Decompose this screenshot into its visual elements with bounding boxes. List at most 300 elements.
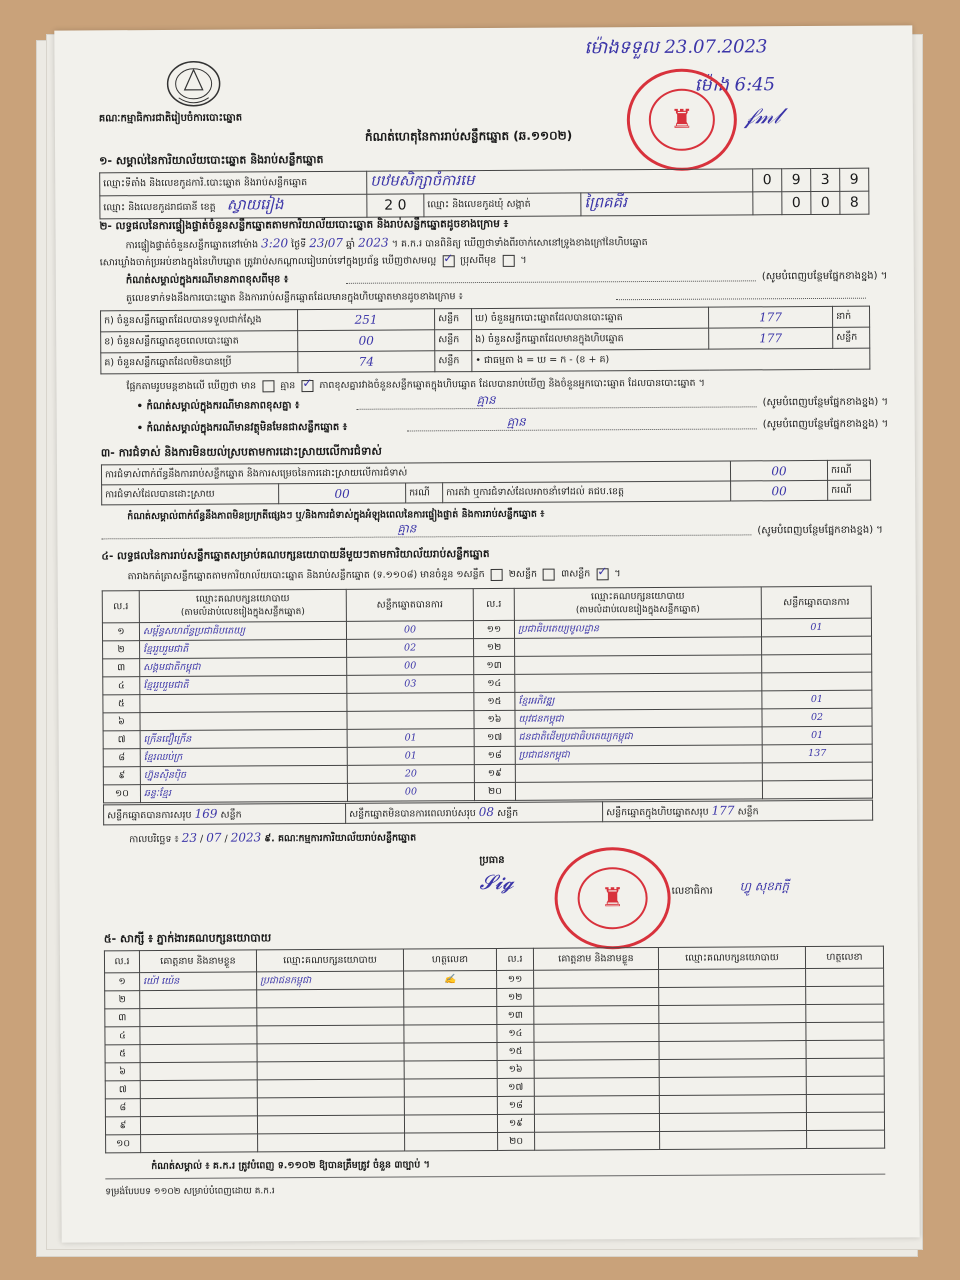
s4-date-line: កាលបរិច្ឆេទ ៖ 23 / 07 / 2023 ៩. គណៈកម្មការការិយាល័យរាប់សន្លឹកឆ្នោត	[129, 830, 417, 846]
secretary-label: លេខាធិការ	[671, 885, 713, 897]
document-page	[54, 25, 919, 1242]
s5-left-sign: ✍	[404, 970, 497, 989]
s4-right-party	[515, 763, 762, 783]
s5-right-no: ១៤	[497, 1024, 534, 1042]
s2-note-b2-line	[407, 428, 757, 431]
s2-row-a-runit: នាក់	[833, 306, 870, 327]
s4-h-no-left: ល.រ	[102, 591, 139, 623]
s4-left-party: សម្ព័ន្ធសហព័ន្ធប្រជាធិបតេយ្យ	[139, 621, 346, 640]
s2-intro: តួលេខទាក់ទងនឹងការបោះឆ្នោត និងការរាប់សន្លឹកឆ្នោតដែលមានក្នុងហិបឆ្នោតមានដូចខាងក្រោម ៖	[125, 291, 463, 305]
s4-left-party: ក្រើនជឿក្រើន	[140, 729, 347, 748]
s5-right-party	[659, 1059, 806, 1078]
s2-note-b1-suffix: (សូមបំពេញបន្ថែមផ្នែកខាងខ្នង) ។	[762, 396, 889, 409]
committee-label: ៩. គណៈកម្មការការិយាល័យរាប់សន្លឹកឆ្នោត	[264, 832, 417, 845]
s2-check-opt1: គ្មាន	[280, 380, 296, 392]
s4-opt3: ៣សន្លឹក	[561, 568, 591, 580]
s5-left-no: ៨	[105, 1099, 140, 1117]
s5-left-name	[140, 1116, 257, 1135]
s4-left-no: ៩	[103, 767, 140, 785]
s3-row2-value2	[731, 480, 828, 501]
s2-row-c-label: គ) ចំនួនសន្លឹកឆ្នោតដែលមិនបានប្រើ	[101, 352, 298, 374]
s2-row-a-label: ក) ចំនួនសន្លឹកឆ្នោតដែលបានទទួលជាក់ស្ដែង	[101, 310, 298, 332]
s4-right-votes: 01	[762, 690, 872, 709]
s4-right-party	[515, 637, 762, 657]
s5-right-party	[659, 1023, 806, 1042]
s5-left-name	[140, 1062, 257, 1081]
s5-h-sign-right: ហត្ថលេខា	[805, 946, 883, 968]
s4-h-party-left	[139, 589, 346, 622]
footer-note: កំណត់សម្គាល់ ៖ គ.ក.រ ត្រូវបំពេញ ទ.១១០២ ឱ្យបានត្រឹមត្រូវ ចំនួន ៣ច្បាប់ ។	[151, 1159, 430, 1173]
s5-left-no: ៣	[105, 1009, 140, 1027]
prov-code-2: 0	[397, 197, 407, 214]
s1-code-3: 3	[811, 168, 840, 191]
s4-left-votes: 01	[347, 729, 474, 748]
s2-line2: សោរឃ្លាំងចាក់ប្រអប់ខាងក្នុងនៃហិបឆ្នោត ត្រូវរាប់សកណ្ដាលរៀបរាប់ទៅក្នុងប្រព័ន្ធ ឃើញថាសមល្អ ✓ ប្រុសពីមុខ ។	[100, 254, 527, 270]
s5-left-no: ១០	[106, 1135, 141, 1153]
top-signature: 𝒻𝓂𝓁	[744, 104, 781, 130]
s4-right-no: ១២	[474, 638, 515, 656]
s2-row-a-unit: សន្លឹក	[435, 309, 472, 330]
s4-left-no: ៤	[103, 677, 140, 695]
s5-witness-row	[106, 1130, 885, 1153]
s5-right-no: ១៥	[497, 1042, 534, 1060]
s2-row-c-unit: សន្លឹក	[435, 351, 472, 372]
s4-h-votes-right: សន្លឹកឆ្នោតបានការ	[761, 586, 871, 619]
s5-h-sign-left: ហត្ថលេខា	[403, 948, 496, 971]
s5-right-name	[534, 1059, 659, 1078]
s1-commune-label: ឈ្មោះ និងលេខកូដឃុំ សង្កាត់	[424, 193, 581, 217]
s5-left-name	[140, 1098, 257, 1117]
s2-note-line	[346, 280, 756, 284]
s4-h-party-right-label: ឈ្មោះគណបក្សនយោបាយ	[590, 590, 685, 603]
s5-right-name	[534, 1077, 659, 1096]
secretary-name: ហ្វូ សុខភក្ដី	[739, 879, 790, 894]
s4-right-party: ខ្មែរអភិវឌ្ឍ	[515, 691, 762, 711]
s4-left-votes: 20	[347, 765, 474, 784]
s4-h-party-left-label: ឈ្មោះគណបក្សនយោបាយ	[195, 593, 290, 605]
total-invalid-value: 08	[478, 804, 495, 819]
total-valid-unit: សន្លឹក	[220, 809, 242, 821]
s3-row2-value	[279, 483, 406, 504]
s5-right-sign	[806, 1094, 884, 1112]
org-name: គណៈកម្មាធិការជាតិរៀបចំការបោះឆ្នោត	[98, 112, 243, 125]
s3-row1-label: ការជំទាស់ពាក់ព័ន្ធនឹងការរាប់សន្លឹកឆ្នោត និងការសម្រេចនៃការដោះស្រាយលើការជំទាស់	[101, 461, 730, 485]
s2-row-a-value	[298, 309, 435, 331]
s4-right-votes	[762, 672, 872, 691]
s5-left-party	[257, 1097, 404, 1116]
s2-line1-b: ថ្ងៃទី	[291, 239, 307, 251]
s1-code-4: 9	[840, 168, 869, 191]
official-stamp-bottom: ♜	[554, 847, 671, 950]
s4-left-no: ៣	[103, 659, 140, 677]
s4-left-party: សង្គមជាតិកម្ពុជា	[140, 657, 347, 676]
s4-right-no: ១៨	[474, 746, 515, 764]
s5-left-sign	[404, 1114, 497, 1133]
total-box-value: 177	[711, 802, 735, 818]
s5-right-no: ១២	[497, 988, 534, 1006]
s5-right-sign	[806, 986, 884, 1004]
s3-note: កំណត់សម្គាល់ពាក់ព័ន្ធនឹងភាពមិនប្រក្រតីផ្សេងៗ ឬ/និងការជំទាស់ក្នុងអំឡុងពេលនៃការផ្ទៀងផ្ទាត់ និងការរាប់សន្លឹកឆ្នោត ៖	[127, 508, 545, 523]
s1-code-1: 0	[753, 169, 782, 192]
s5-left-name	[140, 1080, 257, 1099]
s4-left-party: ខ្មែររួបរួមជាតិ	[140, 639, 347, 658]
s4-left-votes: 00	[347, 783, 474, 802]
s4-left-votes: 02	[347, 639, 474, 658]
form-id: ទម្រង់បែបបទ ១១០២ សម្រាប់បំពេញដោយ គ.ក.រ	[105, 1186, 275, 1198]
s5-right-name	[534, 1113, 659, 1132]
s5-left-sign	[404, 1078, 497, 1097]
s2-row-b-value	[298, 330, 435, 352]
verify-time: 3:20	[261, 236, 289, 251]
s5-left-name	[140, 1026, 257, 1045]
s5-left-name	[140, 990, 257, 1009]
s4-right-votes	[762, 654, 872, 673]
s5-right-no: ១៨	[497, 1096, 534, 1114]
s5-h-name-left: គោត្តនាម និងនាមខ្លួន	[139, 950, 256, 973]
s5-left-no: ៩	[105, 1117, 140, 1135]
emblem-logo	[164, 54, 222, 110]
s4-right-no: ១៧	[474, 728, 515, 746]
received-note-date: ម៉ោងទទួល 23.07.2023	[584, 36, 768, 59]
s5-left-party	[257, 1061, 404, 1080]
s5-left-name: យ៉ៅ យ៉េន	[140, 972, 257, 991]
s4-h-party-left-sub: (តាមលំដាប់លេខរៀងក្នុងសន្លឹកឆ្នោត)	[180, 607, 305, 618]
s4-left-party: ហ្វ៊ុនស៊ិនប៉ិច	[140, 765, 347, 784]
s1-row1-label: ឈ្មោះទីតាំង និងលេខកូដការិ.បោះឆ្នោត និងរាប់សន្លឹកឆ្នោត	[100, 171, 367, 196]
total-valid	[104, 803, 346, 824]
s5-witness-table	[104, 946, 885, 1154]
s4-opt2: ២សន្លឹក	[508, 568, 538, 580]
section4-heading: ៤- លទ្ធផលនៃការរាប់សន្លឹកឆ្នោតសម្រាប់គណបក្សនយោបាយនីមួយៗតាមការិយាល័យរាប់សន្លឹកឆ្នោត	[101, 547, 490, 563]
resolved-count: 00	[334, 486, 350, 501]
s5-right-party	[659, 1041, 806, 1060]
s5-left-party	[257, 1025, 404, 1044]
s4-left-party: ខ្មែររួបរួមជាតិ	[140, 675, 347, 694]
s4-right-no: ១៦	[474, 710, 515, 728]
s3-row1-value	[730, 460, 827, 481]
s5-left-no: ២	[105, 991, 140, 1009]
s3-note-line	[101, 534, 751, 539]
s4-left-no: ២	[103, 641, 140, 659]
s2-row-a-rvalue	[709, 306, 833, 328]
s2-line1-d: ។ គ.ក.រ បានពិនិត្យ ឃើញថាទាំងពីរចាក់សោនៅទ្រូងខាងក្រៅនៃហិបឆ្នោត	[391, 237, 648, 250]
province-label: ឈ្មោះ និងលេខកូដរាជធានី ខេត្ត	[103, 201, 216, 214]
s4-right-votes: 137	[762, 744, 872, 763]
s2-row-b-runit: សន្លឹក	[833, 327, 870, 348]
location-name: បឋមសិក្សាចំការមេ	[370, 171, 475, 190]
president-label: ប្រធាន	[479, 854, 505, 867]
s1-ccode-2: 0	[811, 191, 840, 214]
checkbox-other[interactable]	[502, 254, 514, 266]
s4-sub-text: តារាងកត់ត្រាសន្លឹកឆ្នោតតាមការិយាល័យបោះឆ្នោត និងរាប់សន្លឹកឆ្នោត (ទ.១១០៨) មានចំនួន ១សន្លឹក	[127, 569, 485, 583]
s3-note-suffix: (សូមបំពេញបន្ថែមផ្នែកខាងខ្នង) ។	[757, 524, 883, 537]
complaints-count: 00	[771, 463, 787, 478]
s4-left-votes	[347, 693, 474, 712]
s5-right-party	[659, 1077, 806, 1096]
s5-right-no: ១៦	[497, 1060, 534, 1078]
s5-right-party	[659, 1113, 806, 1132]
s4-right-party: ប្រជាជនកម្ពុជា	[515, 745, 762, 765]
s2-note-b1-line	[357, 406, 757, 409]
s2-intro-line	[616, 298, 866, 301]
s2-line1-c: ឆ្នាំ	[345, 238, 356, 250]
total-invalid	[346, 802, 603, 824]
s5-left-sign	[404, 1060, 497, 1079]
s3-row2-mid: ការតវ៉ា ឬការជំទាស់ដែលអាចនាំទៅដល់ គជប.ខេត្ត	[443, 481, 731, 503]
date-month: 07	[206, 830, 222, 845]
s2-formula: • ជាធម្មតា ង = ឃ = ក - (ខ + គ)	[472, 348, 870, 371]
s4-left-party: ខ្មែរឈប់ក្រ	[140, 747, 347, 766]
s1-commune-value	[581, 192, 753, 216]
commune-name: ព្រៃគគីរ	[584, 193, 627, 212]
s2-row-b-unit: សន្លឹក	[435, 330, 472, 351]
s5-left-party: ប្រជាជនកម្ពុជា	[257, 971, 404, 990]
s2-note-b2: • កំណត់សម្គាល់ក្នុងករណីមានវត្ថុមិនមែនជាសន្លឹកឆ្នោត ៖	[136, 421, 348, 435]
s5-right-no: ២០	[498, 1132, 535, 1150]
president-signature: 𝓢𝓲𝓰	[479, 869, 514, 895]
s5-left-party	[258, 1133, 405, 1152]
section3-heading: ៣- ការជំទាស់ និងការមិនយល់ស្របតាមការដោះស្រាយលើការជំទាស់	[100, 444, 382, 460]
s3-row2-label: ការជំទាស់ដែលបានដោះស្រាយ	[102, 484, 279, 505]
s5-left-name	[140, 1044, 257, 1063]
s4-left-votes	[347, 711, 474, 730]
s5-h-name-right: គោត្តនាម និងនាមខ្លួន	[533, 947, 658, 970]
s5-right-sign	[806, 1040, 884, 1058]
s4-left-no: ១	[102, 623, 139, 641]
s5-right-sign	[806, 1112, 884, 1130]
s5-left-sign	[404, 1006, 497, 1025]
s4-right-party: យុវជនកម្ពុជា	[515, 709, 762, 729]
s2-note-b1: • កំណត់សម្គាល់ក្នុងករណីមានភាពខុសគ្នា ៖	[136, 400, 300, 413]
s5-left-sign	[404, 988, 497, 1007]
escalated-count: 00	[771, 483, 787, 498]
checkbox-has-diff[interactable]	[262, 380, 274, 392]
checkbox-1-sheet[interactable]	[491, 568, 503, 580]
s2-line1-a: ការផ្ទៀងផ្ទាត់ចំនួនសន្លឹកឆ្នោតនៅម៉ោង	[125, 239, 259, 252]
s2-note-suffix: (សូមបំពេញបន្ថែមផ្នែកខាងខ្នង) ។	[761, 270, 888, 283]
s5-right-name	[534, 1005, 659, 1024]
s5-left-no: ៦	[105, 1063, 140, 1081]
s5-right-no: ១១	[497, 970, 534, 988]
official-stamp-top: ♜	[627, 68, 738, 171]
s5-left-sign	[404, 1024, 497, 1043]
s4-right-votes	[762, 780, 872, 799]
total-box	[603, 800, 873, 822]
checkbox-3-sheets[interactable]	[596, 568, 608, 580]
checkbox-ok[interactable]	[442, 255, 454, 267]
s5-right-party	[660, 1131, 807, 1150]
s5-right-name	[534, 1023, 659, 1042]
s4-left-no: ៧	[103, 731, 140, 749]
s3-row2-unit2: ករណី	[828, 480, 871, 500]
s5-left-no: ៥	[105, 1045, 140, 1063]
s4-left-votes: 01	[347, 747, 474, 766]
s3-row1-unit: ករណី	[827, 460, 870, 480]
s5-h-party-left: ឈ្មោះគណបក្សនយោបាយ	[256, 949, 403, 972]
s2-row-c	[101, 348, 870, 374]
s4-left-votes: 03	[347, 675, 474, 694]
s2-note-b2-val: គ្មាន	[506, 414, 526, 429]
date-label: កាលបរិច្ឆេទ ៖	[129, 833, 179, 846]
s4-right-no: ១១	[473, 620, 514, 638]
verify-month: 07	[327, 235, 344, 250]
s2-figures-table	[100, 306, 870, 375]
ballots-in-box: 177	[759, 331, 783, 346]
total-box-label: សន្លឹកឆ្នោតក្នុងហិបឆ្នោតសរុប	[606, 806, 709, 818]
s4-header-row	[102, 586, 871, 623]
s1-prov-code	[367, 194, 424, 217]
s5-left-party	[257, 1115, 404, 1134]
footer-rule	[105, 1174, 885, 1180]
s5-left-no: ៤	[105, 1027, 140, 1045]
s1-row2-label	[100, 194, 367, 219]
s5-right-no: ១៧	[497, 1078, 534, 1096]
total-invalid-label: សន្លឹកឆ្នោតមិនបានការពេលរាប់សរុប	[349, 807, 476, 820]
s4-left-votes: 00	[347, 657, 474, 676]
s4-left-no: ៥	[103, 695, 140, 713]
s4-right-party	[515, 781, 762, 801]
s1-row1-value	[367, 169, 753, 194]
s5-right-sign	[806, 1076, 884, 1094]
s5-left-name	[141, 1134, 258, 1153]
s5-right-name	[534, 1041, 659, 1060]
s3-table	[101, 460, 871, 506]
s2-row-b-label: ខ) ចំនួនសន្លឹកឆ្នោតខូចពេលបោះឆ្នោត	[101, 331, 298, 353]
s5-right-party	[659, 1095, 806, 1114]
s5-right-name	[534, 969, 659, 988]
s5-right-sign	[807, 1130, 885, 1148]
section5-heading: ៥- សាក្សី ៖ ភ្នាក់ងារគណបក្សនយោបាយ	[103, 931, 272, 946]
s5-left-party	[257, 1007, 404, 1026]
s5-right-party	[659, 987, 806, 1006]
s5-left-sign	[404, 1042, 497, 1061]
date-day: 23	[181, 830, 198, 845]
s2-check-rest: ភាពខុសគ្នារវាងចំនួនសន្លឹកឆ្នោតក្នុងហិបឆ្នោត ដែលបានរាប់ឃើញ និងចំនួនអ្នកបោះឆ្នោត ដែលបានបោះឆ្នោត ។	[319, 377, 705, 392]
verify-year: 2023	[358, 235, 389, 250]
s5-right-no: ១៣	[497, 1006, 534, 1024]
s2-note-b1-val: គ្មាន	[476, 392, 496, 408]
s5-left-party	[257, 1043, 404, 1062]
s5-h-no-right: ល.រ	[496, 948, 533, 970]
s1-code-2: 9	[782, 169, 811, 192]
s4-right-no: ១៣	[474, 656, 515, 674]
s5-left-no: ៧	[105, 1081, 140, 1099]
s2-row-c-value	[298, 351, 435, 373]
total-invalid-unit: សន្លឹក	[497, 807, 519, 819]
received-note-time: ម៉ោង 6:45	[694, 74, 776, 96]
s2-row-a-rlabel: ឃ) ចំនួនអ្នកបោះឆ្នោតដែលបានបោះឆ្នោត	[472, 307, 709, 329]
s5-right-sign	[806, 1058, 884, 1076]
s2-line2-text: សោរឃ្លាំងចាក់ប្រអប់ខាងក្នុងនៃហិបឆ្នោត ត្រូវរាប់សកណ្ដាលរៀបរាប់ទៅក្នុងប្រព័ន្ធ ឃើញថាសមល្អ	[99, 255, 437, 269]
s4-left-no: ៦	[103, 713, 140, 731]
voters-count: 177	[759, 310, 783, 325]
s2-line1: ការផ្ទៀងផ្ទាត់ចំនួនសន្លឹកឆ្នោតនៅម៉ោង 3:20 ថ្ងៃទី 23/07 ឆ្នាំ 2023 ។ គ.ក.រ បានពិនិត្យ ឃើញថាទាំងពីរចាក់សោនៅទ្រូងខាងក្រៅនៃហិបឆ្នោត	[125, 235, 648, 252]
s4-right-no: ១៩	[474, 764, 515, 782]
checkbox-2-sheets[interactable]	[543, 568, 555, 580]
s4-h-votes-left: សន្លឹកឆ្នោតបានការ	[346, 589, 473, 622]
s4-right-votes	[762, 762, 872, 781]
s4-results-table	[102, 586, 873, 804]
s5-right-name	[534, 987, 659, 1006]
s4-left-party: ឆន្ទៈខ្មែរ	[140, 783, 347, 802]
s2-row-b-rlabel: ង) ចំនួនសន្លឹកឆ្នោតដែលមានក្នុងហិបឆ្នោត	[472, 328, 709, 350]
date-year: 2023	[230, 830, 262, 845]
s5-left-party	[257, 1079, 404, 1098]
section1-table	[99, 168, 869, 220]
s4-right-no: ១៤	[474, 674, 515, 692]
province-name: ស្វាយរៀង	[226, 195, 284, 214]
s1-ccode-3: 8	[840, 191, 869, 214]
s4-right-party	[515, 655, 762, 675]
s4-right-party: ប្រជាធិបតេយ្យមូលដ្ឋាន	[514, 619, 761, 639]
s5-right-name	[534, 1095, 659, 1114]
spoiled-ballots: 00	[358, 333, 374, 348]
total-box-unit: សន្លឹក	[737, 805, 759, 817]
s2-check-text: ផ្អែកតាមរូបមន្តខាងលើ ឃើញថា មាន	[126, 380, 257, 393]
s4-right-no: ២០	[474, 782, 515, 800]
s2-opt-yes: ប្រុសពីមុខ	[460, 254, 497, 267]
s4-right-no: ១៥	[474, 692, 515, 710]
s5-left-sign	[405, 1132, 498, 1151]
s4-h-no-right: ល.រ	[473, 588, 514, 620]
s5-right-sign	[806, 968, 884, 986]
s2-row-b-rvalue	[709, 327, 833, 349]
s4-right-votes	[762, 636, 872, 655]
s4-left-party	[140, 711, 347, 730]
s4-sub: តារាងកត់ត្រាសន្លឹកឆ្នោតតាមការិយាល័យបោះឆ្នោត និងរាប់សន្លឹកឆ្នោត (ទ.១១០៨) មានចំនួន ១សន្លឹក ២សន្លឹក ៣សន្លឹក ✓ ។	[128, 567, 621, 583]
s5-left-no: ១	[105, 973, 140, 991]
s5-left-party	[257, 989, 404, 1008]
s5-right-party	[659, 969, 806, 988]
total-valid-value: 169	[194, 806, 218, 821]
s2-note-label: កំណត់សម្គាល់ក្នុងករណីមានភាពខុសពីមុខ ៖	[125, 274, 289, 287]
s4-left-no: ១០	[103, 785, 140, 803]
s5-right-sign	[806, 1004, 884, 1022]
s3-note-val: គ្មាន	[397, 521, 417, 536]
s1-ccode-1: 0	[782, 192, 811, 215]
checkbox-no-diff[interactable]	[301, 380, 313, 392]
s3-row2-unit: ករណី	[406, 483, 443, 503]
s4-right-votes: 01	[762, 726, 872, 745]
s5-left-sign	[404, 1096, 497, 1115]
s5-right-name	[535, 1131, 660, 1150]
s5-left-name	[140, 1008, 257, 1027]
section1-heading: ១- សម្គាល់នៃការិយាល័យបោះឆ្នោត និងរាប់សន្លឹកឆ្នោត	[99, 152, 324, 168]
s4-h-party-right	[514, 587, 761, 621]
s4-right-party	[515, 673, 762, 693]
verify-day: 23	[309, 235, 325, 251]
unused-ballots: 74	[358, 354, 375, 369]
page-title: កំណត់ហេតុនៃការរាប់សន្លឹកឆ្នោត (ឆ.១១០២)	[364, 128, 573, 144]
s5-right-no: ១៩	[497, 1114, 534, 1132]
prov-code-1: 2	[384, 197, 394, 214]
s5-right-party	[659, 1005, 806, 1024]
s4-totals	[103, 800, 873, 826]
s4-h-party-right-sub: (តាមលំដាប់លេខរៀងក្នុងសន្លឹកឆ្នោត)	[575, 604, 700, 616]
total-valid-label: សន្លឹកឆ្នោតបានការសរុប	[107, 809, 192, 821]
s5-right-sign	[806, 1022, 884, 1040]
s4-right-votes: 02	[762, 708, 872, 727]
s4-left-no: ៨	[103, 749, 140, 767]
s4-right-party: ជនជាតិដើមប្រជាធិបតេយ្យកម្ពុជា	[515, 727, 762, 747]
s5-h-no-left: ល.រ	[104, 951, 139, 973]
s4-left-party	[140, 693, 347, 712]
s5-h-party-right: ឈ្មោះគណបក្សនយោបាយ	[658, 947, 805, 970]
s4-right-votes: 01	[761, 618, 871, 637]
s1-blank	[753, 192, 782, 215]
s2-check-line	[126, 377, 704, 394]
s4-left-votes: 00	[346, 621, 473, 640]
